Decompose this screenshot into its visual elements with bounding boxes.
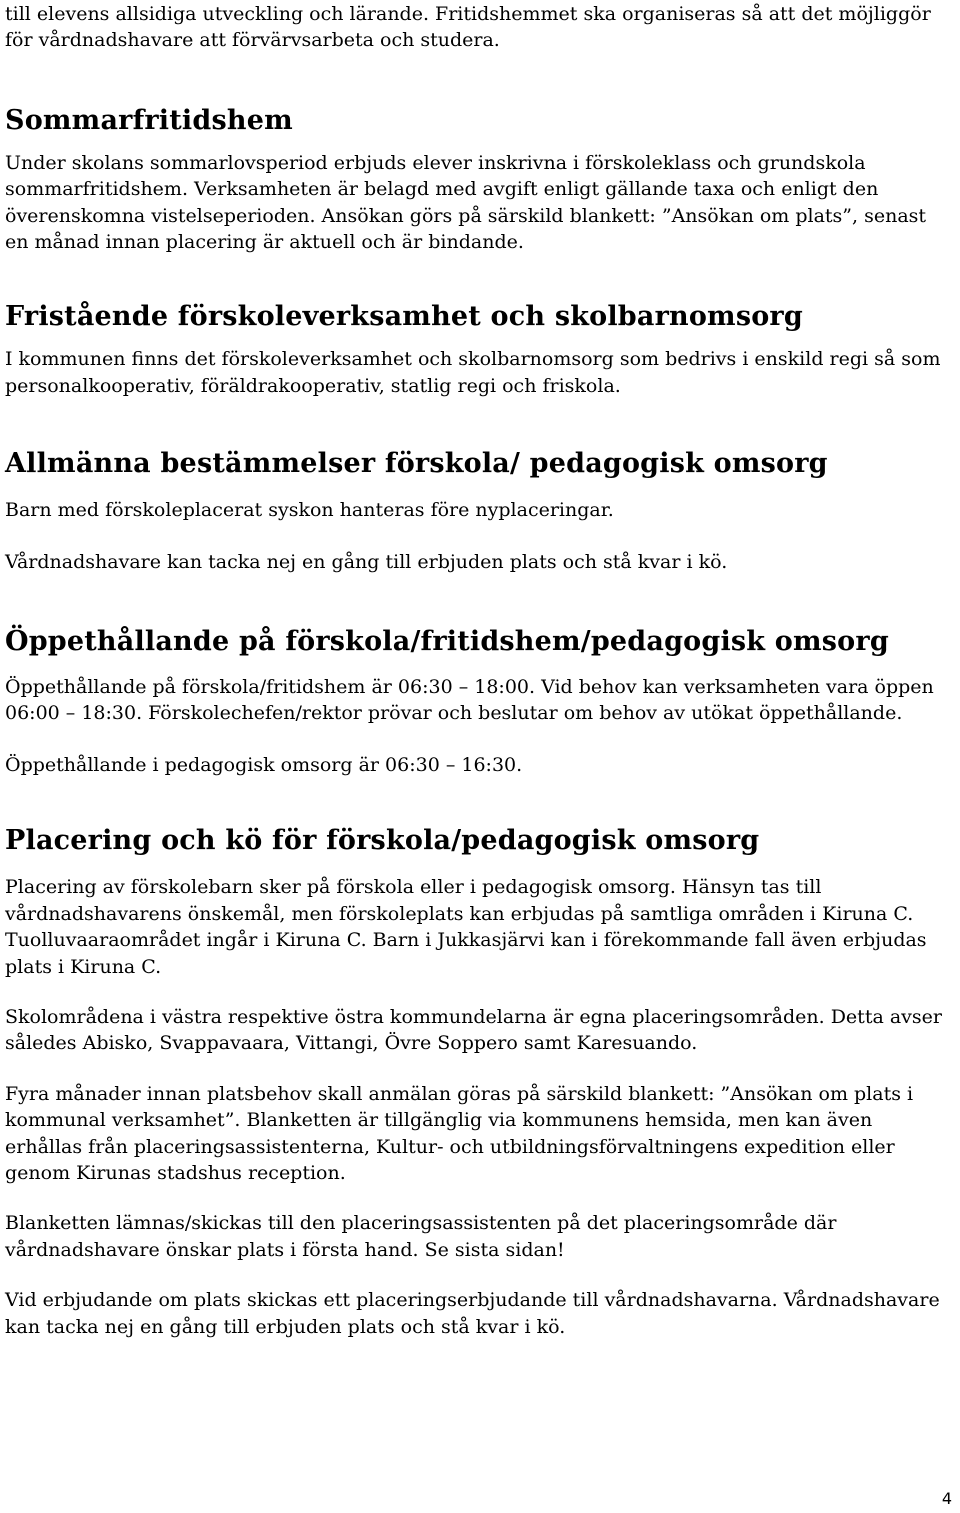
placering-paragraph-4: Blanketten lämnas/skickas till den placeringsassistenten på det placeringsområde där vårdnadshavare önskar plats i första hand. Se sista sidan! xyxy=(5,1212,837,1261)
section-heading-allmanna-bestammelser: Allmänna bestämmelser förskola/ pedagogisk omsorg xyxy=(5,448,828,480)
page-number: 4 xyxy=(941,1489,952,1508)
placering-paragraph-3: Fyra månader innan platsbehov skall anmälan göras på särskild blankett: ”Ansökan om plats i kommunal verksamhet”. Blanketten är tillgänglig via kommunens hemsida, men kan även erhållas från placeringsassistenterna, Kultur- och utbildningsförvaltningens expedition eller genom Kirunas stadshus reception. xyxy=(5,1082,914,1184)
placering-paragraph-5: Vid erbjudande om plats skickas ett placeringserbjudande till vårdnadshavarna. Vårdnadshavare kan tacka nej en gång till erbjuden plats och stå kvar i kö. xyxy=(5,1289,940,1338)
section-heading-placering: Placering och kö för förskola/pedagogisk omsorg xyxy=(5,825,760,857)
allmanna-paragraph-2: Vårdnadshavare kan tacka nej en gång till erbjuden plats och stå kvar i kö. xyxy=(5,550,728,573)
section-heading-oppethallande: Öppethållande på förskola/fritidshem/pedagogisk omsorg xyxy=(5,626,889,658)
section-heading-fristaende: Fristående förskoleverksamhet och skolbarnomsorg xyxy=(5,301,803,333)
fristaende-paragraph: I kommunen finns det förskoleverksamhet och skolbarnomsorg som bedrivs i enskild regi så som personalkooperativ, föräldrakooperativ, statlig regi och friskola. xyxy=(5,348,941,397)
document-page xyxy=(5,0,955,1340)
placering-paragraph-1: Placering av förskolebarn sker på förskola eller i pedagogisk omsorg. Hänsyn tas till vårdnadshavarens önskemål, men förskoleplats kan erbjudas på samtliga områden i Kiruna C. Tuolluvaaraområdet ingår i Kiruna C. Barn i Jukkasjärvi kan i förekommande fall även erbjudas plats i Kiruna C. xyxy=(5,876,927,978)
sommarfritidshem-paragraph: Under skolans sommarlovsperiod erbjuds elever inskrivna i förskoleklass och grundskola sommarfritidshem. Verksamheten är belagd med avgift enligt gällande taxa och enligt den överenskomna vistelseperioden. Ansökan görs på särskild blankett: ”Ansökan om plats”, senast en månad innan placering är aktuell och är bindande. xyxy=(5,151,927,254)
oppethallande-paragraph-2: Öppethållande i pedagogisk omsorg är 06:30 – 16:30. xyxy=(5,753,523,776)
intro-paragraph: till elevens allsidiga utveckling och lärande. Fritidshemmet ska organiseras så att det möjliggör för vårdnadshavare att förvärvsarbeta och studera. xyxy=(5,3,931,52)
placering-paragraph-2: Skolområdena i västra respektive östra kommundelarna är egna placeringsområden. Detta avser således Abisko, Svappavaara, Vittangi, Övre Soppero samt Karesuando. xyxy=(5,1005,942,1055)
section-heading-sommarfritidshem: Sommarfritidshem xyxy=(5,104,293,136)
oppethallande-paragraph-1: Öppethållande på förskola/fritidshem är 06:30 – 18:00. Vid behov kan verksamheten vara öppen 06:00 – 18:30. Förskolechefen/rektor prövar och beslutar om behov av utökat öppethållande. xyxy=(5,676,934,725)
allmanna-paragraph-1: Barn med förskoleplacerat syskon hanteras före nyplaceringar. xyxy=(5,499,614,522)
